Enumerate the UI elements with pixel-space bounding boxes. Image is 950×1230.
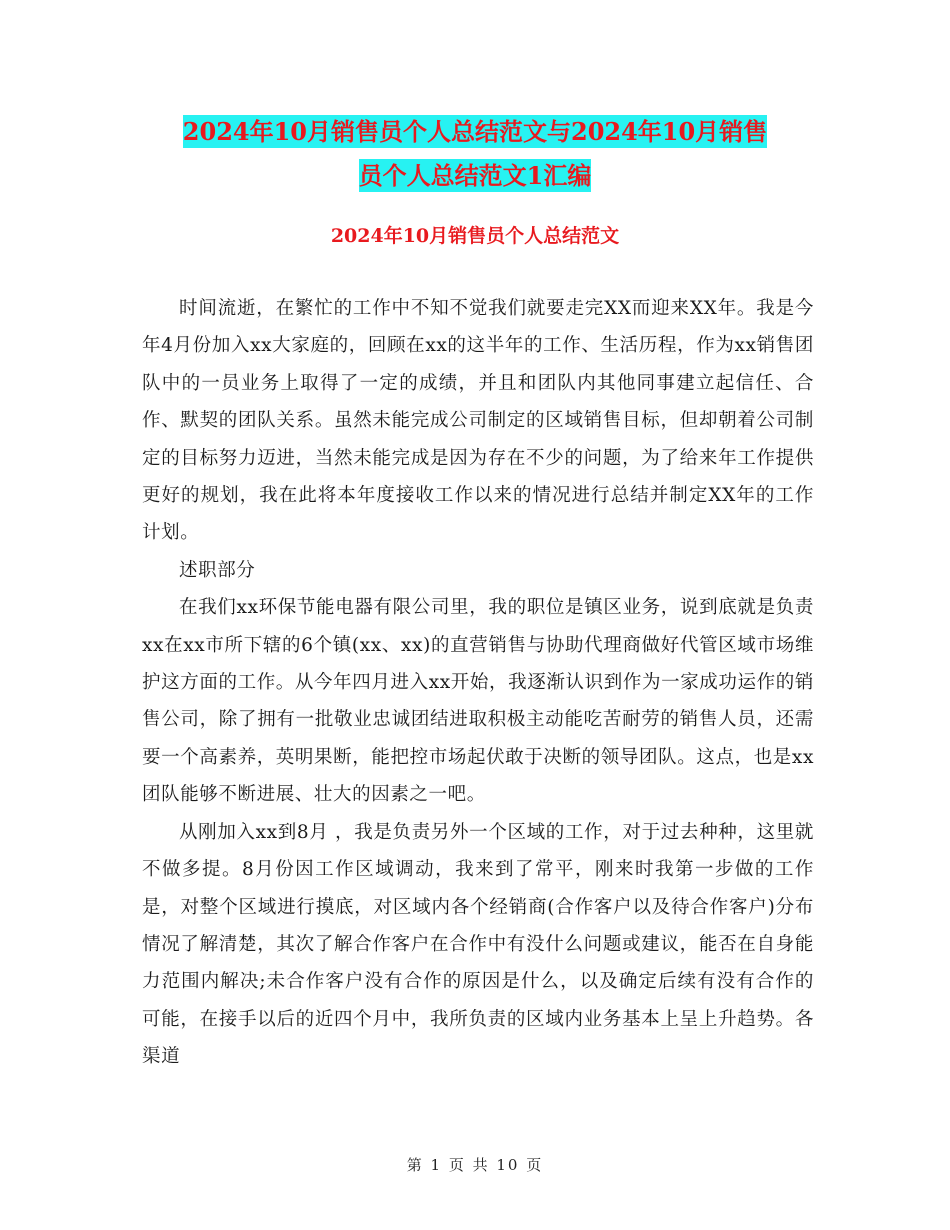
- paragraph-intro: 时间流逝，在繁忙的工作中不知不觉我们就要走完XX而迎来XX年。我是今年4月份加入xx大家庭的，回顾在xx的这半年的工作、生活历程，作为xx销售团队中的一员业务上取得了一定的成绩，并且和团队内其他同事建立起信任、合作、默契的团队关系。虽然未能完成公司制定的区域销售目标，但却朝着公司制定的目标努力迈进，当然未能完成是因为存在不少的问题，为了给来年工作提供更好的规划，我在此将本年度接收工作以来的情况进行总结并制定XX年的工作计划。: [142, 298, 814, 544]
- title-line-2: 员个人总结范文1汇编: [358, 161, 592, 190]
- paragraph-heading-shuzhi: 述职部分: [179, 559, 256, 581]
- title-line-1: 2024年10月销售员个人总结范文与2024年10月销售: [182, 117, 768, 146]
- section-title: 2024年10月销售员个人总结范文: [330, 225, 620, 247]
- paragraph-role: 在我们xx环保节能电器有限公司里，我的职位是镇区业务，说到底就是负责xx在xx市所下辖的6个镇(xx、xx)的直营销售与协助代理商做好代管区域市场维护这方面的工作。从今年四月进入xx开始，我逐渐认识到作为一家成功运作的销售公司，除了拥有一批敬业忠诚团结进取积极主动能吃苦耐劳的销售人员，还需要一个高素养，英明果断，能把控市场起伏敢于决断的领导团队。这点，也是xx团队能够不断进展、壮大的因素之一吧。: [142, 597, 814, 806]
- page-footer: 第 1 页 共 10 页: [406, 1156, 544, 1174]
- paragraph-work: 从刚加入xx到8月 ，我是负责另外一个区域的工作，对于过去种种，这里就不做多提。8月份因工作区域调动，我来到了常平，刚来时我第一步做的工作是，对整个区域进行摸底，对区域内各个经销商(合作客户以及待合作客户)分布情况了解清楚，其次了解合作客户在合作中有没什么问题或建议，能否在自身能力范围内解决;未合作客户没有合作的原因是什么，以及确定后续有没有合作的可能，在接手以后的近四个月中，我所负责的区域内业务基本上呈上升趋势。各渠道: [142, 821, 814, 1068]
- document-body: [142, 290, 814, 1076]
- document-title: [120, 110, 830, 198]
